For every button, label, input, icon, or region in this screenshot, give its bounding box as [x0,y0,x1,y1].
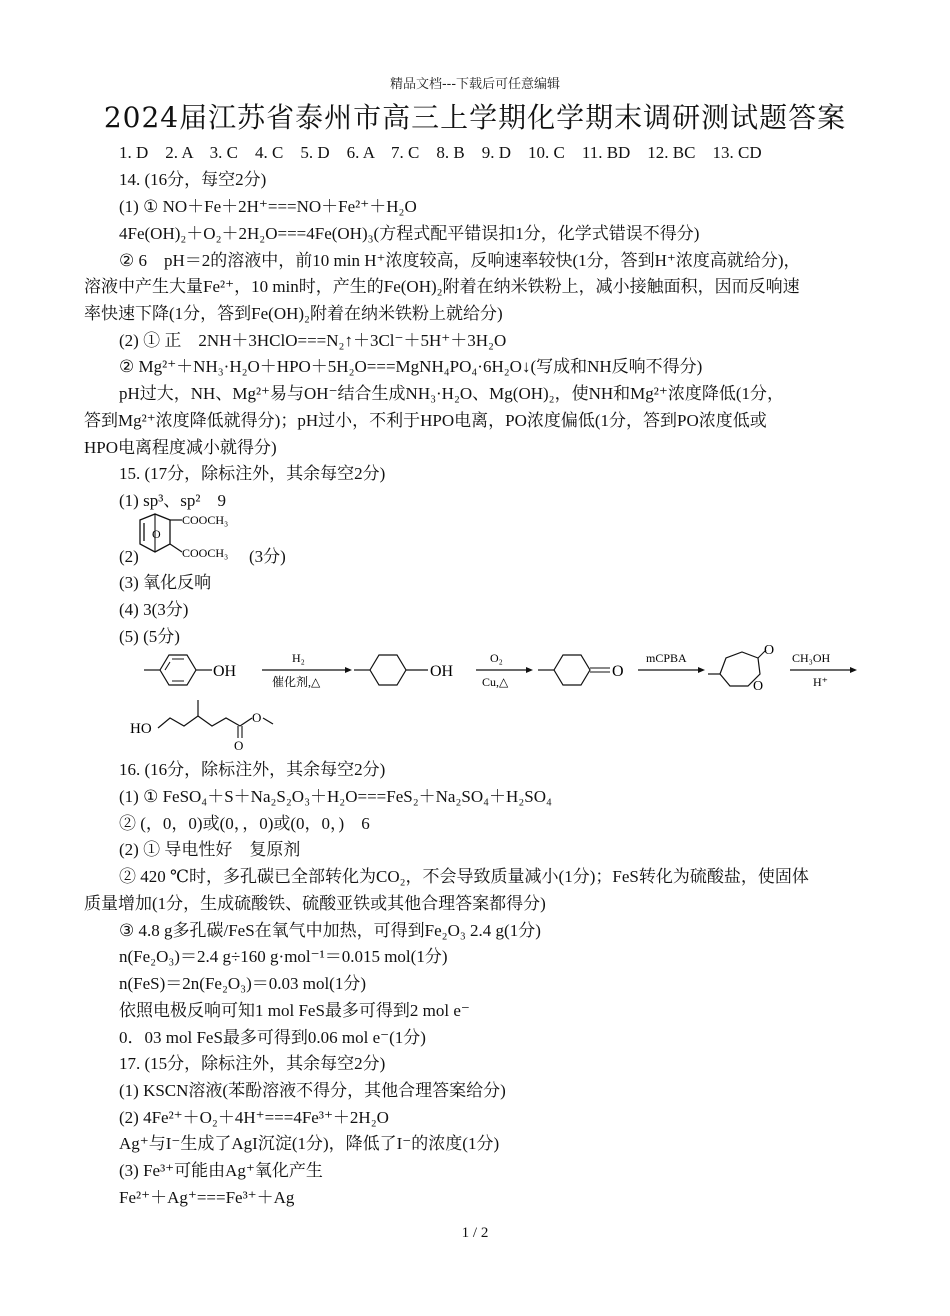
q14-line-8: pH过大，NH、Mg²⁺易与OH⁻结合生成NH₃·H₂O、Mg(OH)₂，使NH和Mg²⁺浓度降低(1分， [119,384,784,403]
ester-carbonyl-oxygen: O [234,738,244,753]
q14-line-5: 率快速下降(1分，答到Fe(OH)₂附着在纳米铁粉上就给分) [84,304,503,323]
arrow-4-reagent: CH₃OH [792,651,831,665]
q15-line-4: (4) 3(3分) [119,600,189,619]
q14-line-10: HPO电离程度减小就得分) [84,438,277,457]
arrow-2-reagent: O₂ [490,651,503,665]
q16-line-3: (2) ① 导电性好 复原剂 [119,840,301,859]
q15-line-2-suffix: (3分) [249,547,286,566]
header-note: 精品文档---下载后可任意编辑 [389,77,561,92]
ester-oxygen: O [252,710,262,725]
q15-line-5: (5) (5分) [119,627,180,646]
q16-line-5: 质量增加(1分，生成硫酸铁、硫酸亚铁或其他合理答案都得分) [84,894,546,913]
arrow-4-condition: H⁺ [813,675,828,689]
cyclohexanol-oh-label: OH [430,663,454,680]
q16-line-9: 依照电极反响可知1 mol FeS最多可得到2 mol e⁻ [119,1001,470,1020]
q16-header: 16. (16分，除标注外，其余每空2分) [119,760,386,779]
lactone-ring-oxygen: O [753,679,764,694]
arrow-1-reagent: H₂ [292,651,305,665]
q17-line-3: Ag⁺与I⁻生成了AgI沉淀(1分)，降低了I⁻的浓度(1分) [119,1134,500,1153]
q16-line-10: 0．03 mol FeS最多可得到0.06 mol e⁻(1分) [119,1028,426,1047]
q16-line-7: n(Fe₂O₃)＝2.4 g÷160 g·mol⁻¹＝0.015 mol(1分) [119,947,448,966]
ketone-oxygen-label: O [612,663,624,680]
synthesis-scheme [120,640,865,760]
bridge-oxygen-label: O [152,527,161,541]
page-number: 1 / 2 [461,1225,489,1241]
q16-line-2: ② (，0，0)或(0，，0)或(0，0，) 6 [119,814,370,833]
q14-header: 14. (16分，每空2分) [119,170,267,189]
answers-line: 1. D 2. A 3. C 4. C 5. D 6. A 7. C 8. B 9. D 10. C 11. BD 12. BC 13. CD [119,143,762,162]
q14-line-6: (2) ① 正 2NH＋3HClO===N₂↑＋3Cl⁻＋5H⁺＋3H₂O [119,331,507,350]
q17-line-5: Fe²⁺＋Ag⁺===Fe³⁺＋Ag [119,1188,295,1207]
page-title: 2024届江苏省泰州市高三上学期化学期末调研测试题答案 [103,101,847,134]
ester-group-top: COOCH₃ [182,513,229,527]
q15-line-2-prefix: (2) [119,547,139,566]
product-ho-label: HO [130,721,152,737]
q14-line-3: ② 6 pH＝2的溶液中，前10 min H⁺浓度较高，反响速率较快(1分，答到H⁺浓度高就给分)， [119,251,801,270]
q16-line-8: n(FeS)＝2n(Fe₂O₃)＝0.03 mol(1分) [119,974,366,993]
q17-line-4: (3) Fe³⁺可能由Ag⁺氧化产生 [119,1161,323,1180]
q14-line-1: (1) ① NO＋Fe＋2H⁺===NO＋Fe²⁺＋H₂O [119,197,417,216]
arrow-2-condition: Cu,△ [482,675,509,689]
ester-group-bottom: COOCH₃ [182,546,229,560]
q16-line-1: (1) ① FeSO₄＋S＋Na₂S₂O₃＋H₂O===FeS₂＋Na₂SO₄＋H₂SO₄ [119,787,552,806]
q14-line-9: 答到Mg²⁺浓度降低就得分)；pH过小，不利于HPO电离，PO浓度偏低(1分，答到PO浓度低或 [84,411,767,430]
phenol-oh-label: OH [213,663,237,680]
q14-line-2: 4Fe(OH)₂＋O₂＋2H₂O===4Fe(OH)₃(方程式配平错误扣1分，化学式错误不得分) [119,224,700,243]
arrow-1-condition: 催化剂,△ [272,675,321,689]
q16-line-4: ② 420 ℃时，多孔碳已全部转化为CO₂，不会导致质量减小(1分)；FeS转化为硫酸盐，使固体 [119,867,809,886]
q17-line-2: (2) 4Fe²⁺＋O₂＋4H⁺===4Fe³⁺＋2H₂O [119,1108,389,1127]
lactone-carbonyl-oxygen: O [764,643,775,658]
q15-line-3: (3) 氧化反响 [119,573,212,592]
arrow-3-reagent: mCPBA [646,651,687,665]
q17-header: 17. (15分，除标注外，其余每空2分) [119,1054,386,1073]
q15-header: 15. (17分，除标注外，其余每空2分) [119,464,386,483]
q16-line-6: ③ 4.8 g多孔碳/FeS在氧气中加热，可得到Fe₂O₃ 2.4 g(1分) [119,921,541,940]
q14-line-7: ② Mg²⁺＋NH₃·H₂O＋HPO＋5H₂O===MgNH₄PO₄·6H₂O↓(写成和NH反响不得分) [119,357,703,376]
q14-line-4: 溶液中产生大量Fe²⁺，10 min时，产生的Fe(OH)₂附着在纳米铁粉上，减小接触面积，因而反响速 [84,277,800,296]
q17-line-1: (1) KSCN溶液(苯酚溶液不得分，其他合理答案给分) [119,1081,506,1100]
q15-line-1: (1) sp³、sp² 9 [119,491,226,510]
